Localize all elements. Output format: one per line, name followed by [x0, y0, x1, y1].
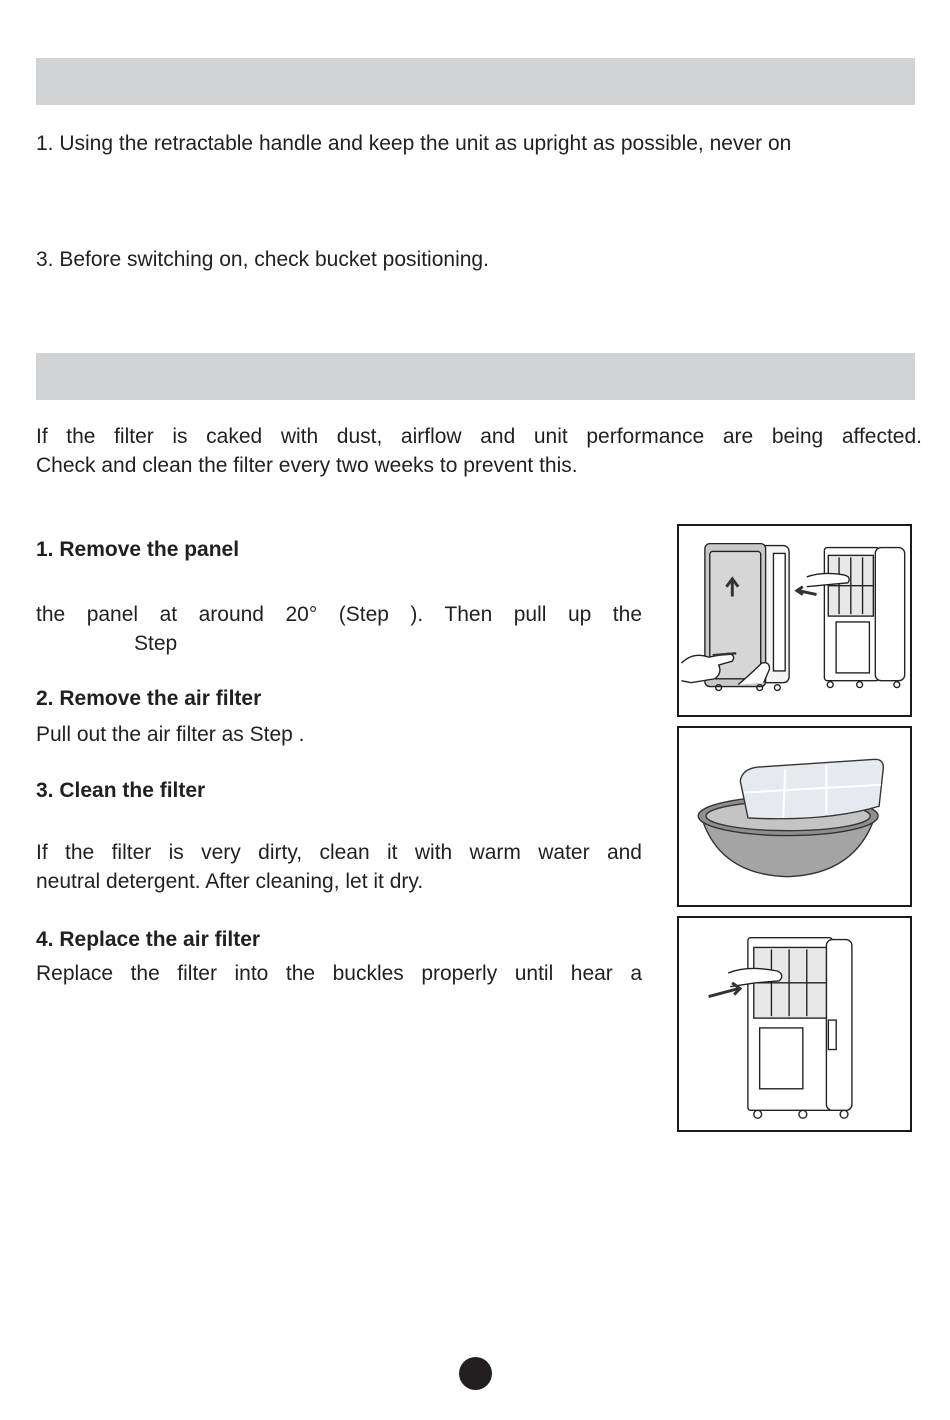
section-header-bar-moving [36, 58, 915, 105]
step2-title: 2. Remove the air filter [36, 687, 262, 710]
filter-intro-line-2: Check and clean the filter every two weeks to prevent this. [36, 454, 578, 477]
step4-text-line-1: Replace the filter into the buckles properly until hear a [36, 962, 642, 985]
step2-text: Pull out the air filter as Step . [36, 723, 305, 746]
step1-title: 1. Remove the panel [36, 538, 240, 561]
section-header-bar-filter [36, 353, 915, 400]
step4-title: 4. Replace the air filter [36, 928, 261, 951]
moving-instruction-1: 1. Using the retractable handle and keep the unit as upright as possible, never on [36, 132, 792, 155]
moving-instruction-3: 3. Before switching on, check bucket positioning. [36, 248, 489, 271]
step3-text-line-2: neutral detergent. After cleaning, let it dry. [36, 870, 424, 893]
remove-panel-drawing [679, 526, 910, 715]
replace-filter-drawing [679, 918, 910, 1130]
step3-text-line-1: If the filter is very dirty, clean it with warm water and [36, 841, 642, 864]
step1-text-line-1: the panel at around 20° (Step ). Then pull up the [36, 603, 642, 626]
filter-intro-line-1: If the filter is caked with dust, airflow and unit performance are being affected. [36, 425, 922, 448]
filter-washing-basin-illustration [677, 726, 912, 907]
remove-panel-illustration [677, 524, 912, 717]
step3-title: 3. Clean the filter [36, 779, 206, 802]
step1-text-line-2: Step [134, 632, 178, 655]
replace-filter-illustration [677, 916, 912, 1132]
washing-basin-drawing [679, 728, 910, 905]
page-number-dot [459, 1357, 492, 1390]
